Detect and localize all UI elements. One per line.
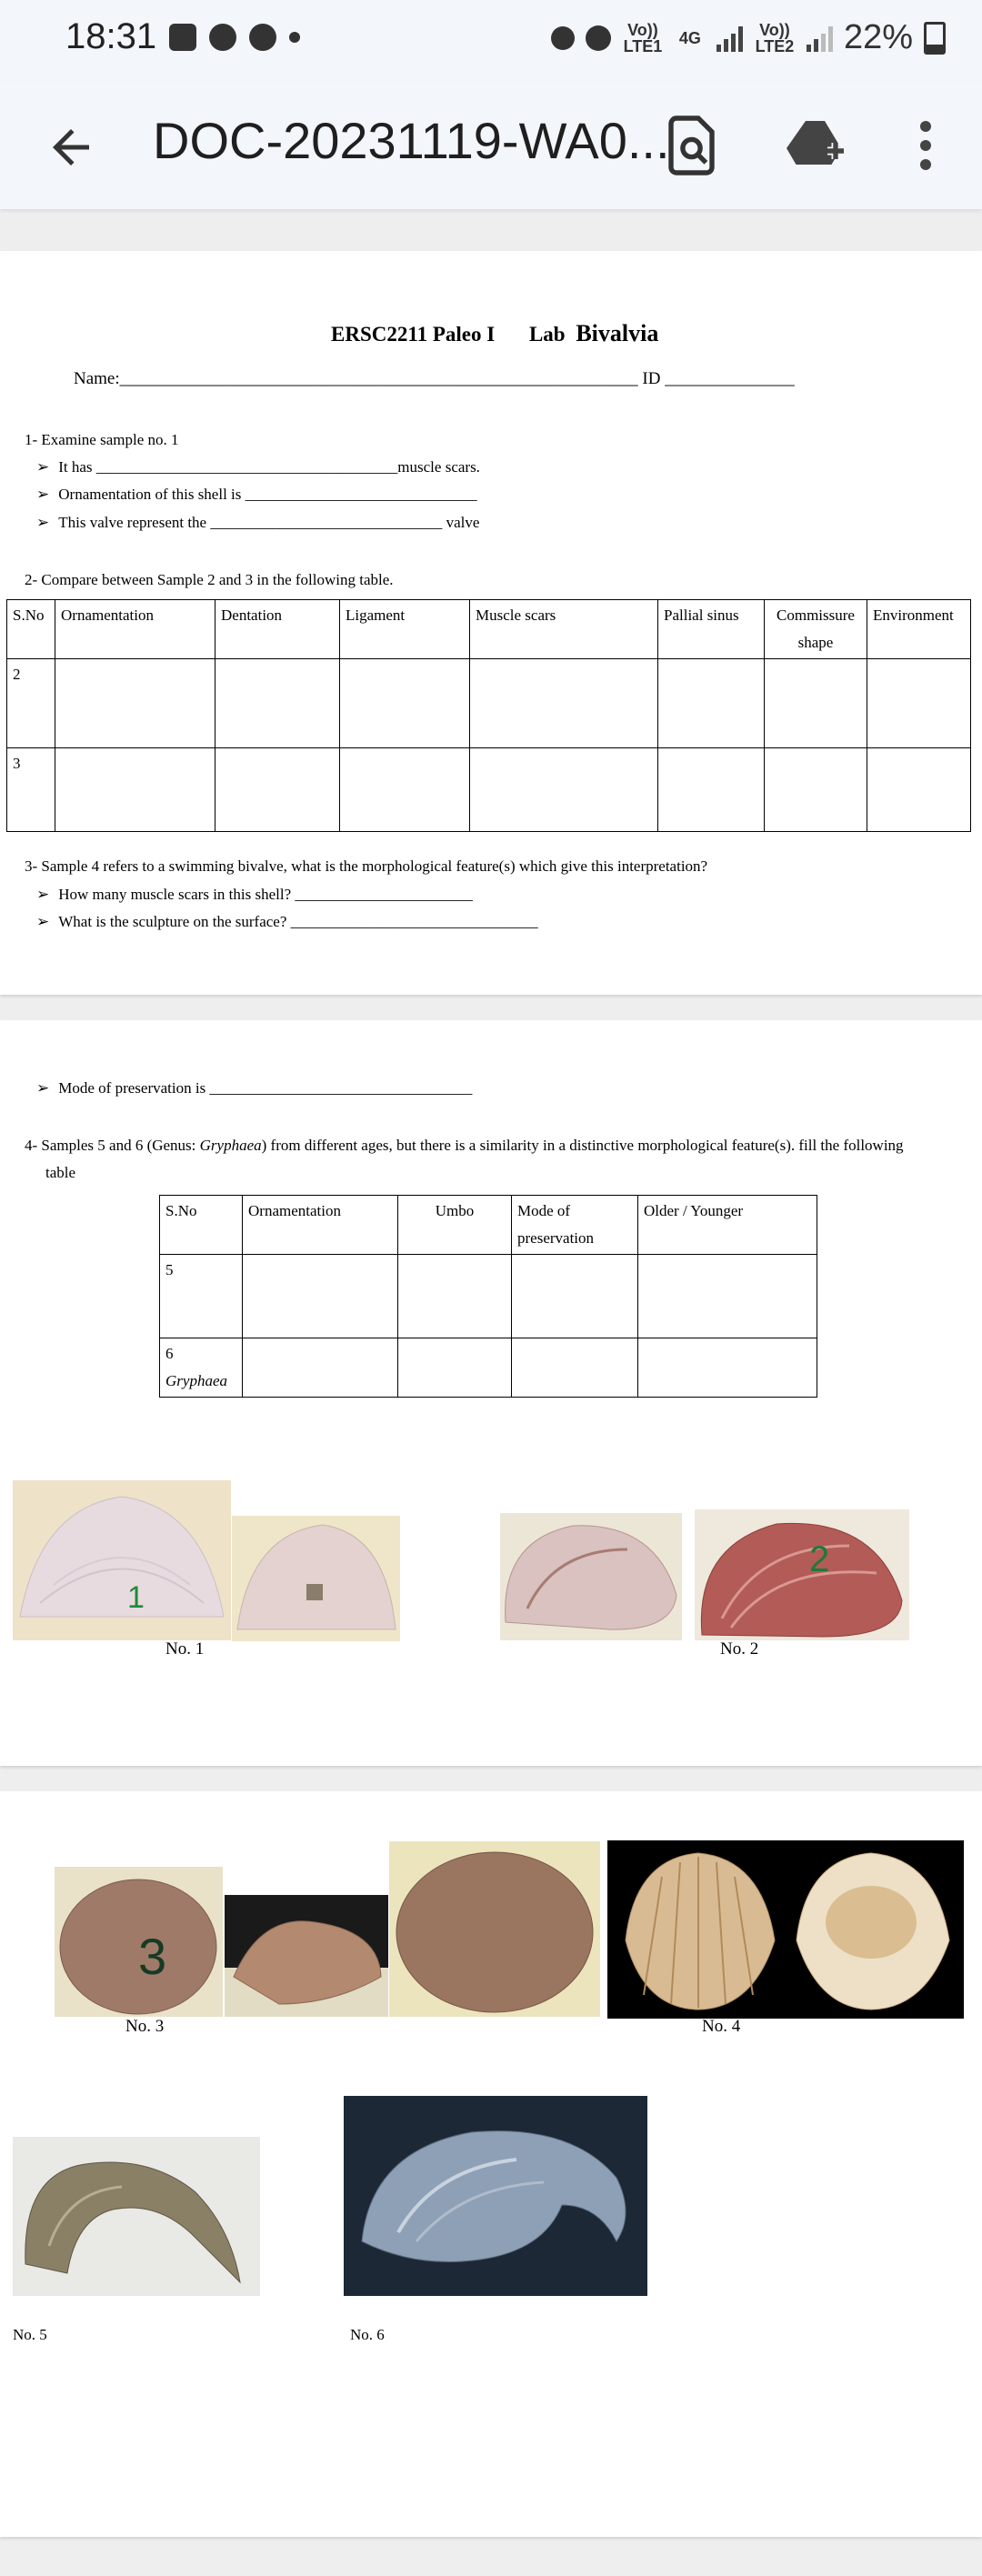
q4-title: 4- Samples 5 and 6 (Genus: Gryphaea) from different ages, but there is a similarity in a distinctive morphological feature(s). fill the following [25,1137,904,1154]
drive-add-icon[interactable] [784,113,849,178]
q4-header-older-younger: Older / Younger [638,1196,817,1255]
shell-photo-2b [695,1509,909,1640]
doc-header [331,320,658,347]
caption-no5: No. 5 [13,2326,47,2343]
q2-header-ornamentation: Ornamentation [55,600,215,659]
data-saver-icon [551,26,575,50]
arrow-bullet-icon: ➢ [36,458,50,476]
q2-header-ligament: Ligament [340,600,470,659]
shell-mark-3: 3 [138,1928,167,1985]
status-bar [0,0,982,82]
shell-photo-6 [344,2096,647,2296]
system-icons [551,18,946,57]
caption-no6: No. 6 [350,2326,385,2343]
notification-icons [169,24,300,51]
q4-header-ornamentation: Ornamentation [243,1196,398,1255]
whatsapp-icon [209,24,236,51]
q2-header-dentation: Dentation [215,600,340,659]
arrow-bullet-icon: ➢ [36,913,50,930]
table-row [160,1255,817,1338]
q4-row-6: 6 Gryphaea [160,1338,243,1398]
header-subject: Bivalvia [576,320,659,346]
q4-title-cont: table [45,1164,76,1181]
shell-photo-4 [607,1840,964,2019]
q3-item-1: ➢ How many muscle scars in this shell? _______________________ [36,886,473,903]
arrow-bullet-icon: ➢ [36,1079,50,1097]
shell-photo-3c [389,1841,600,2017]
q2-row-label: 2 [7,659,55,748]
header-lab: Lab [528,323,566,346]
q4-header-sno: S.No [160,1196,243,1255]
alarm-icon [586,25,611,51]
app-bar [0,82,982,209]
document-search-icon[interactable] [660,113,726,178]
document-page-1[interactable] [0,251,982,995]
network-lte2: Vo)) LTE2 [755,20,795,55]
name-id-line: Name:____________________________________________________________ ID _______________ [74,369,795,388]
table-row [160,1338,817,1398]
q1-title: 1- Examine sample no. 1 [25,431,179,448]
caption-no4: No. 4 [702,2017,741,2036]
signal-icon [716,25,743,52]
signal-icon-2 [807,25,833,52]
battery-icon [924,22,946,55]
q2-table [6,599,971,832]
q4-row-5: 5 [160,1255,243,1338]
table-row [7,659,971,748]
q2-header-pallial-sinus: Pallial sinus [658,600,765,659]
shell-photo-5 [13,2137,260,2296]
arrow-left-icon[interactable] [44,120,98,175]
table-row [7,748,971,832]
q3-title: 3- Sample 4 refers to a swimming bivalve, what is the morphological feature(s) which give this interpretation? [25,857,708,875]
shell-mark-2: 2 [809,1539,830,1579]
shell-photo-2a [500,1513,682,1640]
more-vert-icon[interactable] [893,113,958,178]
shell-photo-1b [232,1516,400,1641]
q1-item-1: ➢ It has _______________________________________muscle scars. [36,458,480,476]
shell-mark-1: 1 [127,1580,145,1615]
shell-photo-3a [55,1867,223,2017]
q2-header-environment: Environment [867,600,971,659]
q2-header-sno: S.No [7,600,55,659]
caption-no3: No. 3 [125,2017,165,2036]
document-page-3[interactable] [0,1791,982,2537]
snapchat-icon [249,24,276,51]
q3-item-2: ➢ What is the sculpture on the surface? ________________________________ [36,913,538,930]
q1-item-2: ➢ Ornamentation of this shell is ______________________________ [36,486,477,503]
status-time: 18:31 [65,16,157,56]
q2-header-muscle-scars: Muscle scars [470,600,658,659]
network-4g: 4G [678,28,701,47]
network-lte1: Vo)) LTE1 [623,20,663,55]
document-title: DOC-20231119-WA0... [153,112,670,169]
shell-photo-1a [13,1480,231,1640]
q4-header-mode: Mode of preservation [512,1196,638,1255]
arrow-bullet-icon: ➢ [36,886,50,903]
course-title: ERSC2211 Paleo I [331,323,496,346]
q2-header-commissure: Commissure shape [765,600,867,659]
q4-table [159,1195,817,1398]
shell-photo-3b [225,1895,388,2017]
q4-header-umbo: Umbo [398,1196,512,1255]
q2-row-label: 3 [7,748,55,832]
caption-no2: No. 2 [720,1639,759,1659]
gallery-icon [169,24,196,51]
caption-no1: No. 1 [165,1639,205,1659]
battery-percent: 22% [843,18,913,56]
arrow-bullet-icon: ➢ [36,514,50,531]
q1-item-3: ➢ This valve represent the ______________________________ valve [36,514,480,531]
more-notifications-icon [289,32,300,43]
q3-item-3: ➢ Mode of preservation is __________________________________ [36,1079,473,1097]
q2-title: 2- Compare between Sample 2 and 3 in the following table. [25,571,394,588]
arrow-bullet-icon: ➢ [36,486,50,503]
document-page-2[interactable] [0,1020,982,1766]
